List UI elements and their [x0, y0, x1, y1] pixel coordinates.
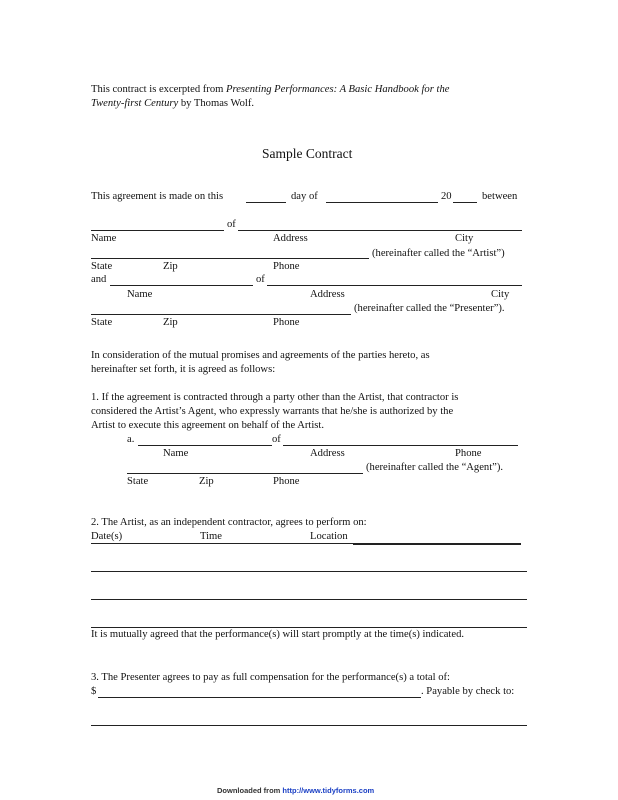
artist-address-field[interactable]: [238, 230, 522, 231]
agreement-day-field[interactable]: [246, 202, 286, 203]
footer-text: Downloaded from: [217, 786, 283, 795]
consideration-line-1: In consideration of the mutual promises and agreements of the parties hereto, as: [91, 350, 430, 361]
artist-name-field[interactable]: [91, 230, 224, 231]
clause3-line-1: 3. The Presenter agrees to pay as full compensation for the performance(s) a total of:: [91, 672, 450, 683]
artist-city-label: City: [455, 233, 474, 244]
artist-state-label: State: [91, 261, 113, 272]
clause1-line-3: Artist to execute this agreement on behalf of the Artist.: [91, 420, 324, 431]
artist-state-zip-phone-field[interactable]: [91, 258, 369, 259]
clause1-line-2: considered the Artist’s Agent, who expressly warrants that he/she is authorized by the: [91, 406, 454, 417]
agreement-year-field[interactable]: [453, 202, 477, 203]
clause3-payee-field[interactable]: [91, 725, 527, 726]
agent-state-label: State: [127, 476, 149, 487]
clause2-entry-line-1[interactable]: [91, 571, 527, 572]
intro-line-2: [91, 99, 254, 110]
clause3-amount-field[interactable]: [98, 697, 421, 698]
clause1-line-1: 1. If the agreement is contracted through a party other than the Artist, that contractor is: [91, 392, 459, 403]
agent-of-label: of: [272, 434, 281, 445]
footer: [217, 787, 374, 795]
agent-zip-label: Zip: [199, 476, 214, 487]
artist-address-label: Address: [273, 233, 308, 244]
clause2-header-underline: [91, 543, 353, 544]
agreement-between: between: [482, 191, 518, 202]
presenter-zip-label: Zip: [163, 317, 178, 328]
artist-zip-label: Zip: [163, 261, 178, 272]
agent-name-field[interactable]: [138, 445, 272, 446]
agreement-month-field[interactable]: [326, 202, 438, 203]
intro-author: by Thomas Wolf.: [178, 98, 255, 109]
artist-of-label: of: [227, 219, 236, 230]
agent-role: (hereinafter called the “Agent”).: [366, 462, 504, 473]
presenter-address-label: Address: [310, 289, 345, 300]
presenter-address-field[interactable]: [267, 285, 522, 286]
intro-line-1: [91, 85, 449, 96]
agreement-day-of: day of: [291, 191, 318, 202]
clause2-note: It is mutually agreed that the performance(s) will start promptly at the time(s) indicated.: [91, 629, 465, 640]
agent-a-label: a.: [127, 434, 135, 445]
intro-book-title-cont: Twenty-first Century: [91, 98, 179, 109]
agent-address-field[interactable]: [283, 445, 518, 446]
artist-phone-label: Phone: [273, 261, 300, 272]
agreement-year-prefix: 20: [441, 191, 452, 202]
clause2-location-label: Location: [310, 531, 348, 542]
clause3-dollar: $: [91, 686, 97, 697]
presenter-and-label: and: [91, 274, 107, 285]
clause3-payable: . Payable by check to:: [421, 686, 515, 697]
agent-name-label: Name: [163, 448, 189, 459]
agent-state-zip-phone-field[interactable]: [127, 473, 363, 474]
presenter-state-label: State: [91, 317, 113, 328]
presenter-city-label: City: [491, 289, 510, 300]
presenter-state-zip-phone-field[interactable]: [91, 314, 351, 315]
artist-name-label: Name: [91, 233, 117, 244]
agent-address-label: Address: [310, 448, 345, 459]
presenter-phone-label: Phone: [273, 317, 300, 328]
page-title: Sample Contract: [262, 146, 353, 161]
artist-role: (hereinafter called the “Artist”): [372, 248, 505, 259]
clause2-entry-line-2[interactable]: [91, 599, 527, 600]
presenter-name-field[interactable]: [110, 285, 253, 286]
footer-link[interactable]: http://www.tidyforms.com: [282, 786, 375, 795]
clause2-time-label: Time: [200, 531, 222, 542]
intro-book-title: Presenting Performances: A Basic Handbook for the: [226, 84, 450, 95]
consideration-line-2: hereinafter set forth, it is agreed as follows:: [91, 364, 276, 375]
clause2-entry-line-3[interactable]: [91, 627, 527, 628]
clause2-dates-label: Date(s): [91, 531, 123, 542]
presenter-role: (hereinafter called the “Presenter”).: [354, 303, 505, 314]
presenter-name-label: Name: [127, 289, 153, 300]
intro-prefix: This contract is excerpted from: [91, 84, 227, 95]
agreement-made-on: This agreement is made on this: [91, 191, 224, 202]
clause2-line-1: 2. The Artist, as an independent contractor, agrees to perform on:: [91, 517, 367, 528]
agent-phone-label: Phone: [273, 476, 300, 487]
presenter-of-label: of: [256, 274, 265, 285]
agent-phone-label-top: Phone: [455, 448, 482, 459]
clause2-location-field[interactable]: [353, 543, 521, 545]
